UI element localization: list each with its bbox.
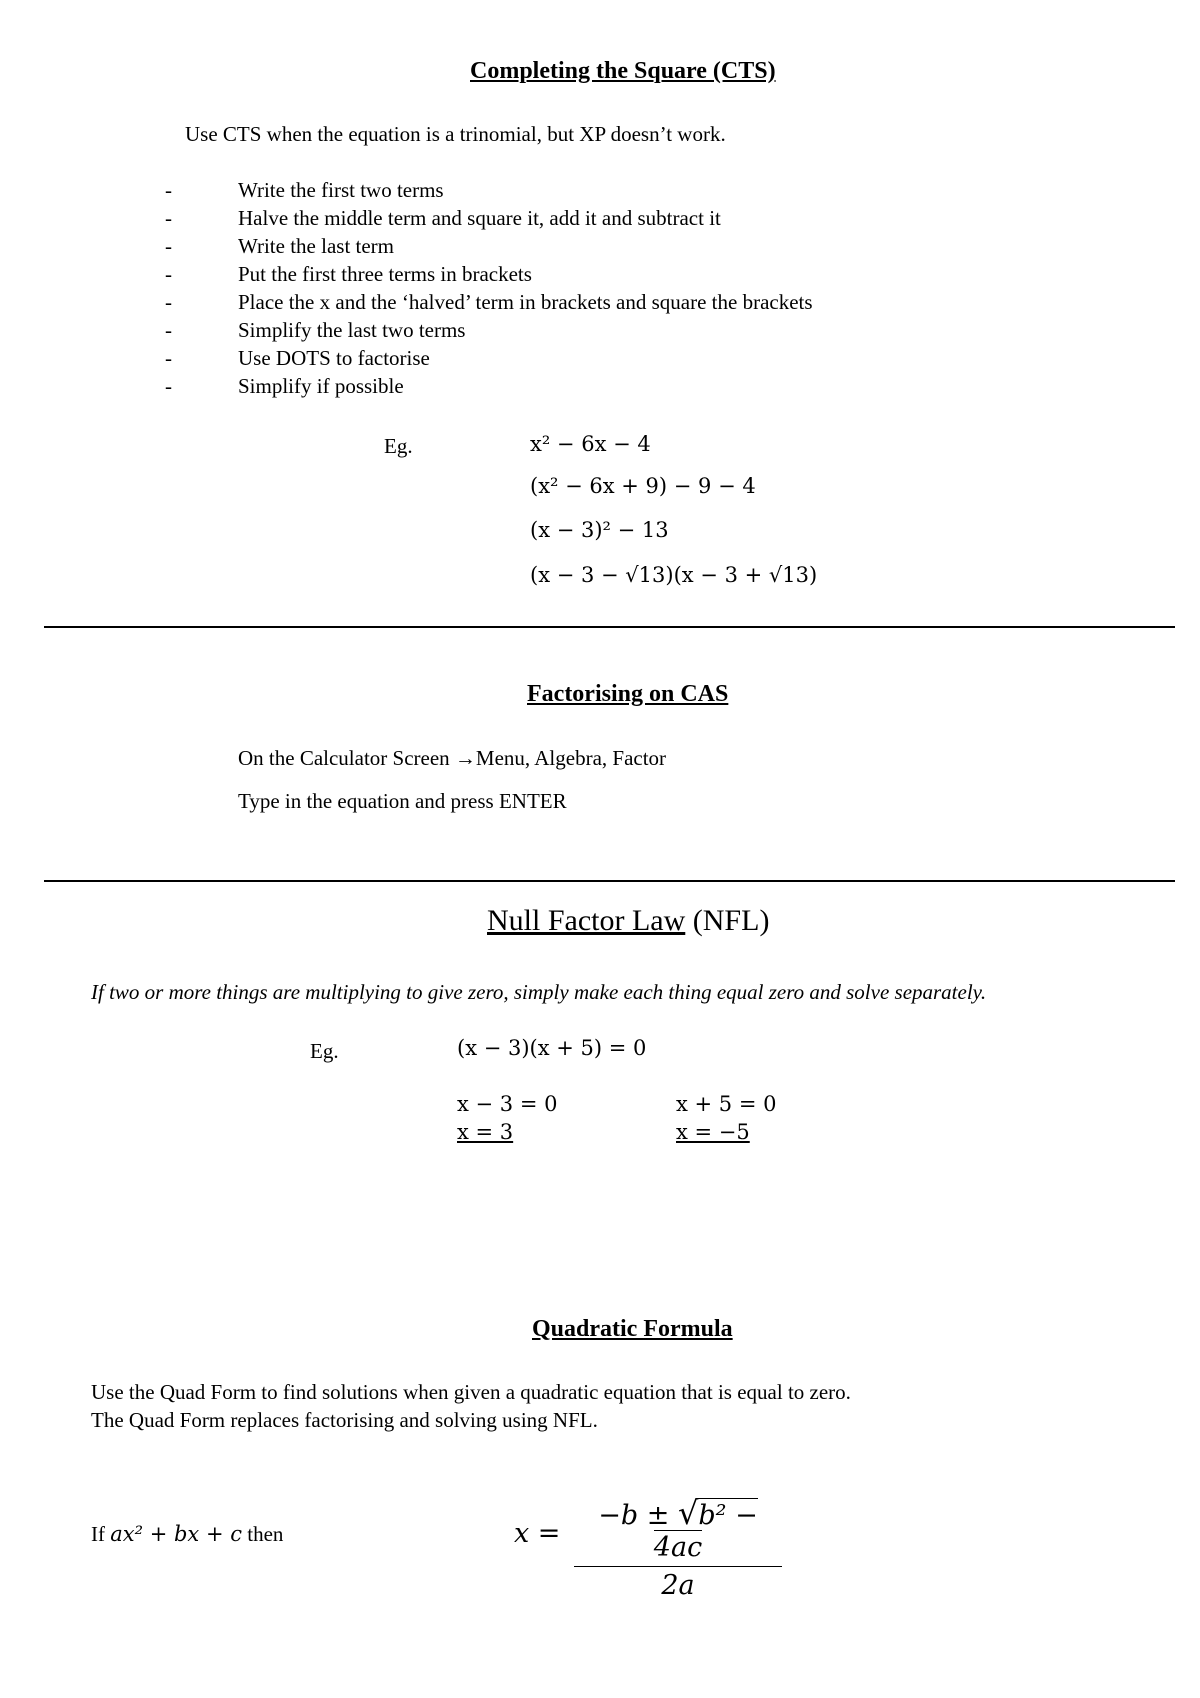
quad-if-clause bbox=[91, 1522, 283, 1547]
list-bullet: - bbox=[165, 318, 172, 342]
cts-step-item: Place the x and the ‘halved’ term in brackets and square the brackets bbox=[238, 290, 813, 314]
list-bullet: - bbox=[165, 374, 172, 398]
list-bullet: - bbox=[165, 346, 172, 370]
fraction-bar bbox=[574, 1566, 782, 1567]
cts-step-item: Simplify the last two terms bbox=[238, 318, 466, 342]
cts-example-line: (x − 3 − √13)(x − 3 + √13) bbox=[530, 563, 818, 587]
nfl-left-result: x = 3 bbox=[457, 1120, 514, 1144]
cts-example-line: (x − 3)² − 13 bbox=[530, 518, 669, 542]
list-bullet: - bbox=[165, 290, 172, 314]
quad-if-expression: ax² + bx + c bbox=[110, 1522, 242, 1546]
cts-step-item: Write the last term bbox=[238, 234, 395, 258]
cts-intro: Use CTS when the equation is a trinomial, but XP doesn’t work. bbox=[185, 122, 726, 146]
cas-title: Factorising on CAS bbox=[527, 681, 729, 707]
list-bullet: - bbox=[165, 178, 172, 202]
cts-step-item: Simplify if possible bbox=[238, 374, 404, 398]
quad-if-suffix: then bbox=[241, 1522, 284, 1546]
list-bullet: - bbox=[165, 206, 172, 230]
cas-instruction-2: Type in the equation and press ENTER bbox=[238, 789, 567, 813]
nfl-rule-text: If two or more things are multiplying to give zero, simply make each thing equal zero and solve separately. bbox=[91, 980, 987, 1004]
cts-step-item: Put the first three terms in brackets bbox=[238, 262, 532, 286]
cts-step-item: Write the first two terms bbox=[238, 178, 444, 202]
quad-formula-num-prefix: −b ± bbox=[598, 1500, 678, 1531]
quad-formula-radicand: b² − 4ac bbox=[653, 1500, 758, 1563]
nfl-right-result: x = −5 bbox=[676, 1120, 750, 1144]
quad-formula-lhs: x = bbox=[514, 1518, 561, 1549]
section-divider bbox=[44, 626, 1175, 628]
quad-text-1: Use the Quad Form to find solutions when given a quadratic equation that is equal to zero. bbox=[91, 1380, 851, 1404]
quad-formula-denominator: 2a bbox=[661, 1570, 695, 1601]
cts-title: Completing the Square (CTS) bbox=[470, 58, 776, 84]
cas-instruction-1: On the Calculator Screen →Menu, Algebra, Factor bbox=[238, 746, 667, 770]
nfl-title bbox=[487, 904, 769, 938]
quad-formula-fraction bbox=[574, 1494, 782, 1601]
list-bullet: - bbox=[165, 234, 172, 258]
cts-example-line: (x² − 6x + 9) − 9 − 4 bbox=[530, 474, 756, 498]
nfl-example-equation: (x − 3)(x + 5) = 0 bbox=[457, 1036, 647, 1060]
list-bullet: - bbox=[165, 262, 172, 286]
nfl-title-main: Null Factor Law bbox=[487, 904, 686, 937]
quad-text-2: The Quad Form replaces factorising and solving using NFL. bbox=[91, 1408, 598, 1432]
cts-example-line: x² − 6x − 4 bbox=[530, 432, 651, 456]
quad-title: Quadratic Formula bbox=[532, 1316, 733, 1342]
quad-if-prefix: If bbox=[91, 1522, 111, 1546]
cts-step-item: Use DOTS to factorise bbox=[238, 346, 430, 370]
nfl-right-step: x + 5 = 0 bbox=[676, 1092, 777, 1116]
section-divider bbox=[44, 880, 1175, 882]
cts-step-item: Halve the middle term and square it, add it and subtract it bbox=[238, 206, 721, 230]
nfl-left-step: x − 3 = 0 bbox=[457, 1092, 558, 1116]
sqrt-icon: √ bbox=[677, 1494, 699, 1532]
quad-formula-numerator bbox=[574, 1494, 782, 1563]
nfl-example-label: Eg. bbox=[310, 1039, 339, 1063]
nfl-title-suffix: (NFL) bbox=[685, 904, 770, 937]
cts-example-label: Eg. bbox=[384, 434, 413, 458]
